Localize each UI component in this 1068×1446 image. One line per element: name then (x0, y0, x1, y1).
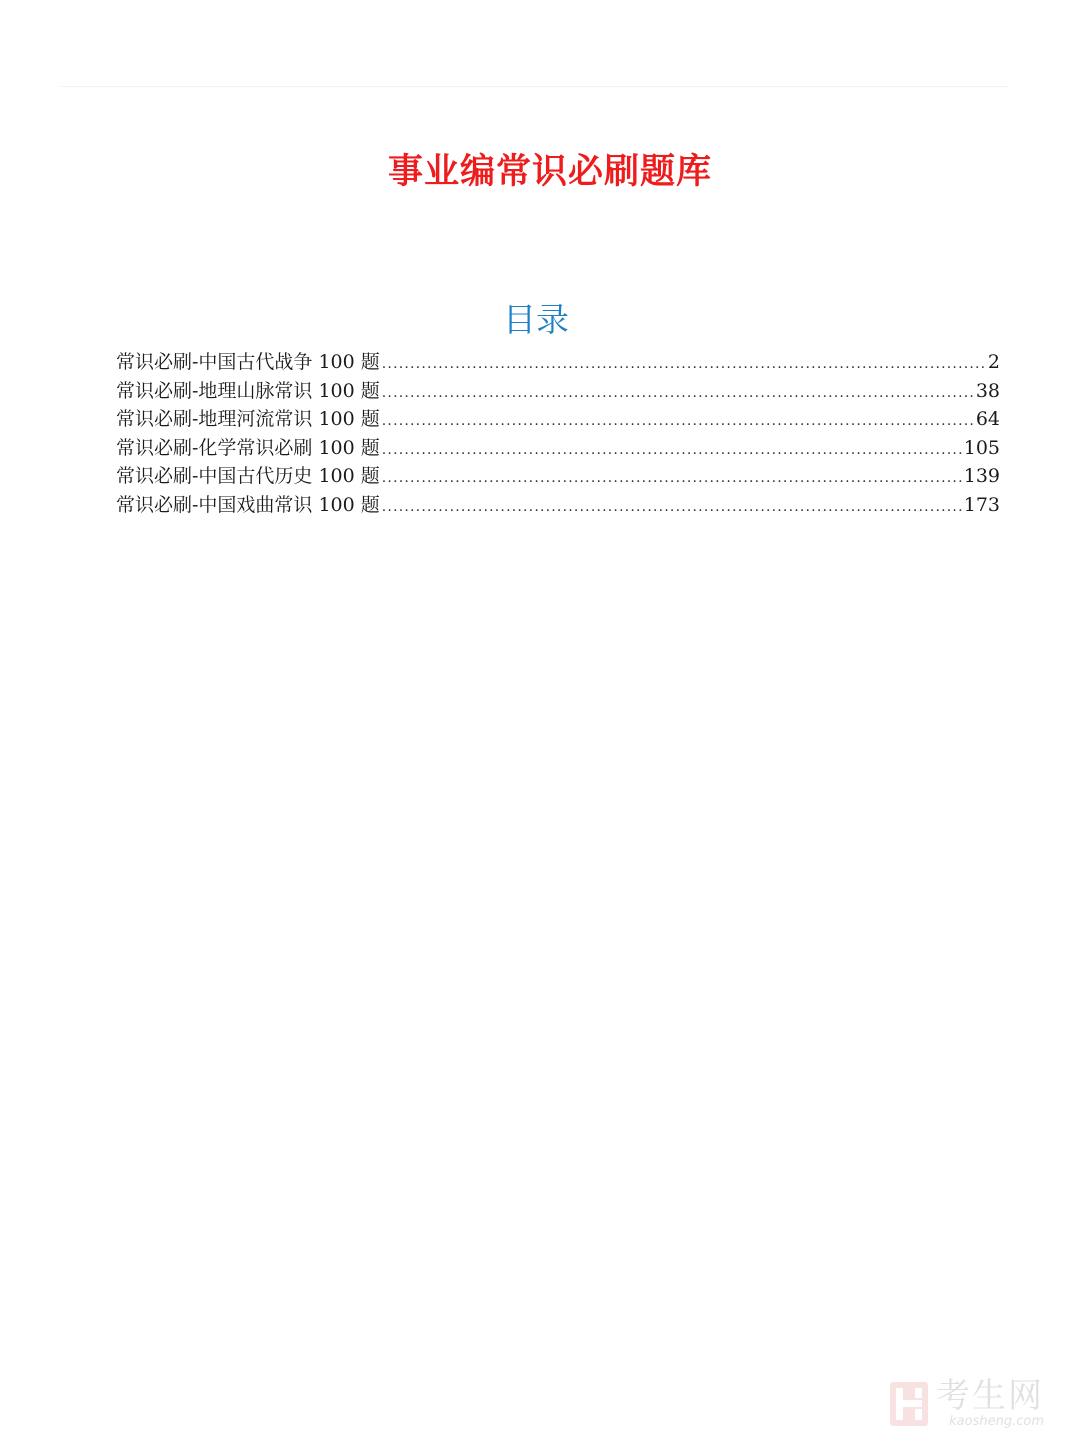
toc-entry-label: 常识必刷-中国戏曲常识 100 题 (116, 493, 380, 516)
toc-entry[interactable] (116, 491, 1000, 520)
toc-dot-leader (382, 493, 962, 522)
header-rule (60, 86, 1008, 87)
watermark-url: kaosheng.com (949, 1414, 1044, 1429)
table-of-contents (116, 348, 1000, 520)
document-title: 事业编常识必刷题库 (387, 152, 712, 192)
watermark (890, 1376, 1044, 1429)
toc-entry-label: 常识必刷-地理河流常识 100 题 (116, 408, 380, 431)
toc-dot-leader (382, 350, 986, 379)
toc-entry-label: 常识必刷-地理山脉常识 100 题 (116, 379, 380, 402)
toc-entry-label: 常识必刷-化学常识必刷 100 题 (116, 436, 380, 459)
toc-entry[interactable] (116, 462, 1000, 491)
watermark-text (936, 1376, 1044, 1429)
toc-entry-page: 105 (963, 436, 1000, 459)
toc-entry[interactable] (116, 377, 1000, 406)
toc-entry-page: 38 (975, 379, 1000, 402)
toc-entry[interactable] (116, 434, 1000, 463)
toc-entry-label: 常识必刷-中国古代战争 100 题 (116, 351, 380, 373)
toc-heading: 目录 (503, 300, 569, 339)
toc-dot-leader (382, 464, 962, 493)
kaosheng-logo-icon (890, 1382, 928, 1426)
watermark-name: 考生网 (936, 1376, 1044, 1416)
toc-entry-page: 64 (975, 408, 1000, 431)
toc-entry-page: 139 (963, 465, 1000, 488)
toc-entry-page: 2 (987, 351, 1000, 373)
toc-dot-leader (382, 436, 962, 465)
toc-entry[interactable] (116, 405, 1000, 434)
toc-entry-label: 常识必刷-中国古代历史 100 题 (116, 465, 380, 488)
toc-dot-leader (382, 407, 974, 436)
toc-dot-leader (382, 379, 974, 408)
toc-entry[interactable] (116, 348, 1000, 377)
toc-entry-page: 173 (963, 493, 1000, 516)
